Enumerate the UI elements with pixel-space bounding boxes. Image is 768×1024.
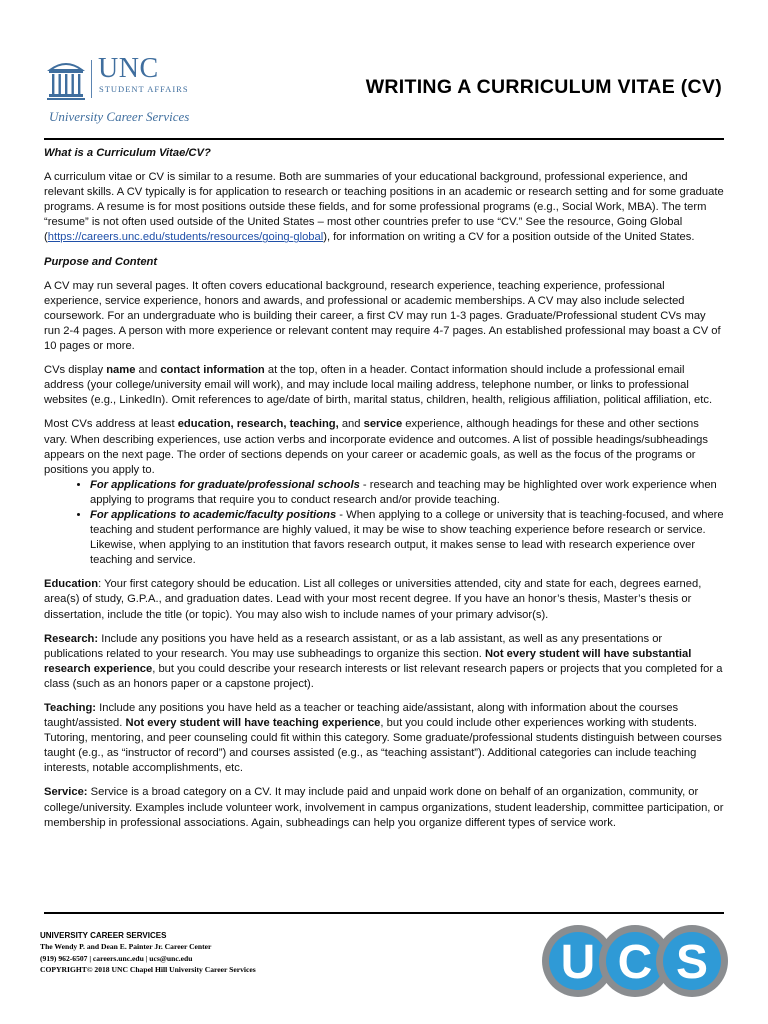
paragraph-service <box>44 785 724 830</box>
bullet-lead: For applications to academic/faculty positions <box>90 508 337 521</box>
bold-sections: education, research, teaching, <box>177 418 339 431</box>
bold-service: service <box>363 418 403 431</box>
footer-copyright: COPYRIGHT© 2018 UNC Chapel Hill University Career Services <box>40 964 256 974</box>
logo-subtitle: STUDENT AFFAIRS <box>99 84 189 94</box>
paragraph-purpose-1: A CV may run several pages. It often covers educational background, research experience, teaching experience, professional experience, service experience, honors and awards, and professional or academic memberships. A CV may also include selected coursework. For an undergraduate who is building their career, a first CV may run 1-3 pages. Graduate/Professional student CVs may run 2-4 pages. A person with more experience or relevant content may require 4-7 pages. An established professional may boast a CV of 10 pages or more. <box>44 279 721 353</box>
paragraph-education <box>44 577 724 622</box>
logo-divider <box>91 60 92 98</box>
label-service: Service: <box>44 786 88 799</box>
document-body <box>44 146 724 840</box>
logo-unit-name: University Career Services <box>49 109 190 124</box>
text-span: experience, although headings for these and other sections vary. When describing experiences, use action verbs and incorporate evidence and outcomes. A list of possible headings/subheadings appears on the next page. The order of sections depends on your career or academic goals, as well as the focus of the programs or positions you apply to. <box>44 418 708 476</box>
footer-center: The Wendy P. and Dean E. Painter Jr. Career Center <box>40 942 212 952</box>
old-well-icon <box>46 56 86 102</box>
list-item <box>90 478 724 508</box>
application-bullets <box>44 478 724 569</box>
paragraph-purpose-3 <box>44 417 724 477</box>
footer-rule <box>44 912 724 914</box>
what-text-2: ), for information on writing a CV for a position outside of the United States. <box>323 231 695 244</box>
page-title: WRITING A CURRICULUM VITAE (CV) <box>365 76 722 98</box>
bold-contact-information: contact information <box>160 364 265 377</box>
bold-name: name <box>106 364 136 377</box>
header-rule <box>44 138 724 140</box>
text-span: at the top, often in a header. Contact information should include a professional email address (your college/university email will work), and may include local mailing address, telephone number, or links to professional websites (e.g., LinkedIn). Omit references to age/date of birth, marital status, children, health, religious affiliation, political affiliation, etc. <box>44 364 713 407</box>
text-span: Include any positions you have held as a research assistant, or as a lab assistant, as well as any presentations or publications related to your research. You may use subheadings to organize this section. <box>44 632 663 660</box>
what-text-1: A curriculum vitae or CV is similar to a resume. Both are summaries of your educational background, professional experience, and relevant skills. A CV typically is for application to research or teaching positions in an academic or research setting and for some graduate programs. A resume is for most positions outside these fields, and for some professional programs (e.g., Social Work, MBA). The term “resume” is not often used outside of the United States – most other countries prefer to use “CV.” See the resource, Going Global ( <box>44 171 724 244</box>
ucs-letter-u: U <box>560 936 596 989</box>
footer-contact: (919) 962-6507 | careers.unc.edu | ucs@unc.edu <box>40 953 193 963</box>
text-span: Most CVs address at least <box>44 418 178 431</box>
bullet-text: - When applying to a college or university that is teaching-focused, and where teaching and student performance are highly valued, it may be wise to show teaching experience before research or service. Likewise, when applying to an institution that favors research output, it makes sense to lead with research experience over teaching and service. <box>90 508 724 567</box>
ucs-letter-s: S <box>675 936 709 989</box>
paragraph-purpose-2 <box>44 363 724 408</box>
section-heading-purpose: Purpose and Content <box>44 255 158 268</box>
label-education: Education <box>44 578 99 591</box>
bullet-lead: For applications for graduate/professional schools <box>90 478 360 491</box>
ucs-letter-c: C <box>617 936 653 989</box>
text-span: : Your first category should be education. List all colleges or universities attended, city and state for each, degrees earned, area(s) of study, G.P.A., and graduation dates. Lead with your most recent degree. If you have an honor’s thesis, Master’s thesis or dissertation, include the title (or topic). You may also wish to include names of your primary advisor(s). <box>44 578 702 621</box>
label-research: Research: <box>44 632 99 645</box>
unc-logo <box>46 53 206 126</box>
text-span: Include any positions you have held as a teacher or teaching aide/assistant, along with information about the courses taught/assisted. <box>44 702 679 730</box>
paragraph-what <box>44 170 724 245</box>
paragraph-teaching <box>44 701 724 776</box>
going-global-link[interactable]: https://careers.unc.edu/students/resources/going-global <box>47 231 324 244</box>
text-span: , but you could include other experiences working with students. Tutoring, mentoring, and peer counseling could fit within this category. Some graduate/professional students distinguish between courses taught (e.g., as “instructor of record”) and courses assisted (e.g., as “teaching assistant”). Additional categories can include teaching interests, notable accomplishments, etc. <box>44 717 722 775</box>
ucs-logo <box>540 918 730 1004</box>
bullet-text: - research and teaching may be highlighted over work experience when applying to programs that require you to conduct research and/or provide teaching. <box>90 478 717 506</box>
text-span: , but you could describe your research interests or list relevant research papers or projects that you completed for a class (such as an honors paper or a capstone project). <box>44 662 723 690</box>
logo-name: UNC <box>98 53 159 84</box>
section-heading-what: What is a Curriculum Vitae/CV? <box>44 147 211 159</box>
text-span: and <box>135 364 161 377</box>
label-teaching: Teaching: <box>44 702 97 714</box>
paragraph-research <box>44 632 724 692</box>
text-span: CVs display <box>44 364 107 377</box>
text-span: Service is a broad category on a CV. It may include paid and unpaid work done on behalf of an organization, community, or college/university. Examples include volunteer work, involvement in campus organizations, student leadership, committee participation, or membership in professional associations. Again, subheadings can help you organize different types of service work. <box>44 786 724 829</box>
footer-org: UNIVERSITY CAREER SERVICES <box>40 931 167 940</box>
text-span: and <box>338 418 364 431</box>
footer <box>40 930 256 975</box>
bold-teaching-note: Not every student will have teaching experience <box>125 717 381 730</box>
bold-research-note: Not every student will have substantial research experience <box>44 647 692 675</box>
list-item <box>90 508 724 568</box>
